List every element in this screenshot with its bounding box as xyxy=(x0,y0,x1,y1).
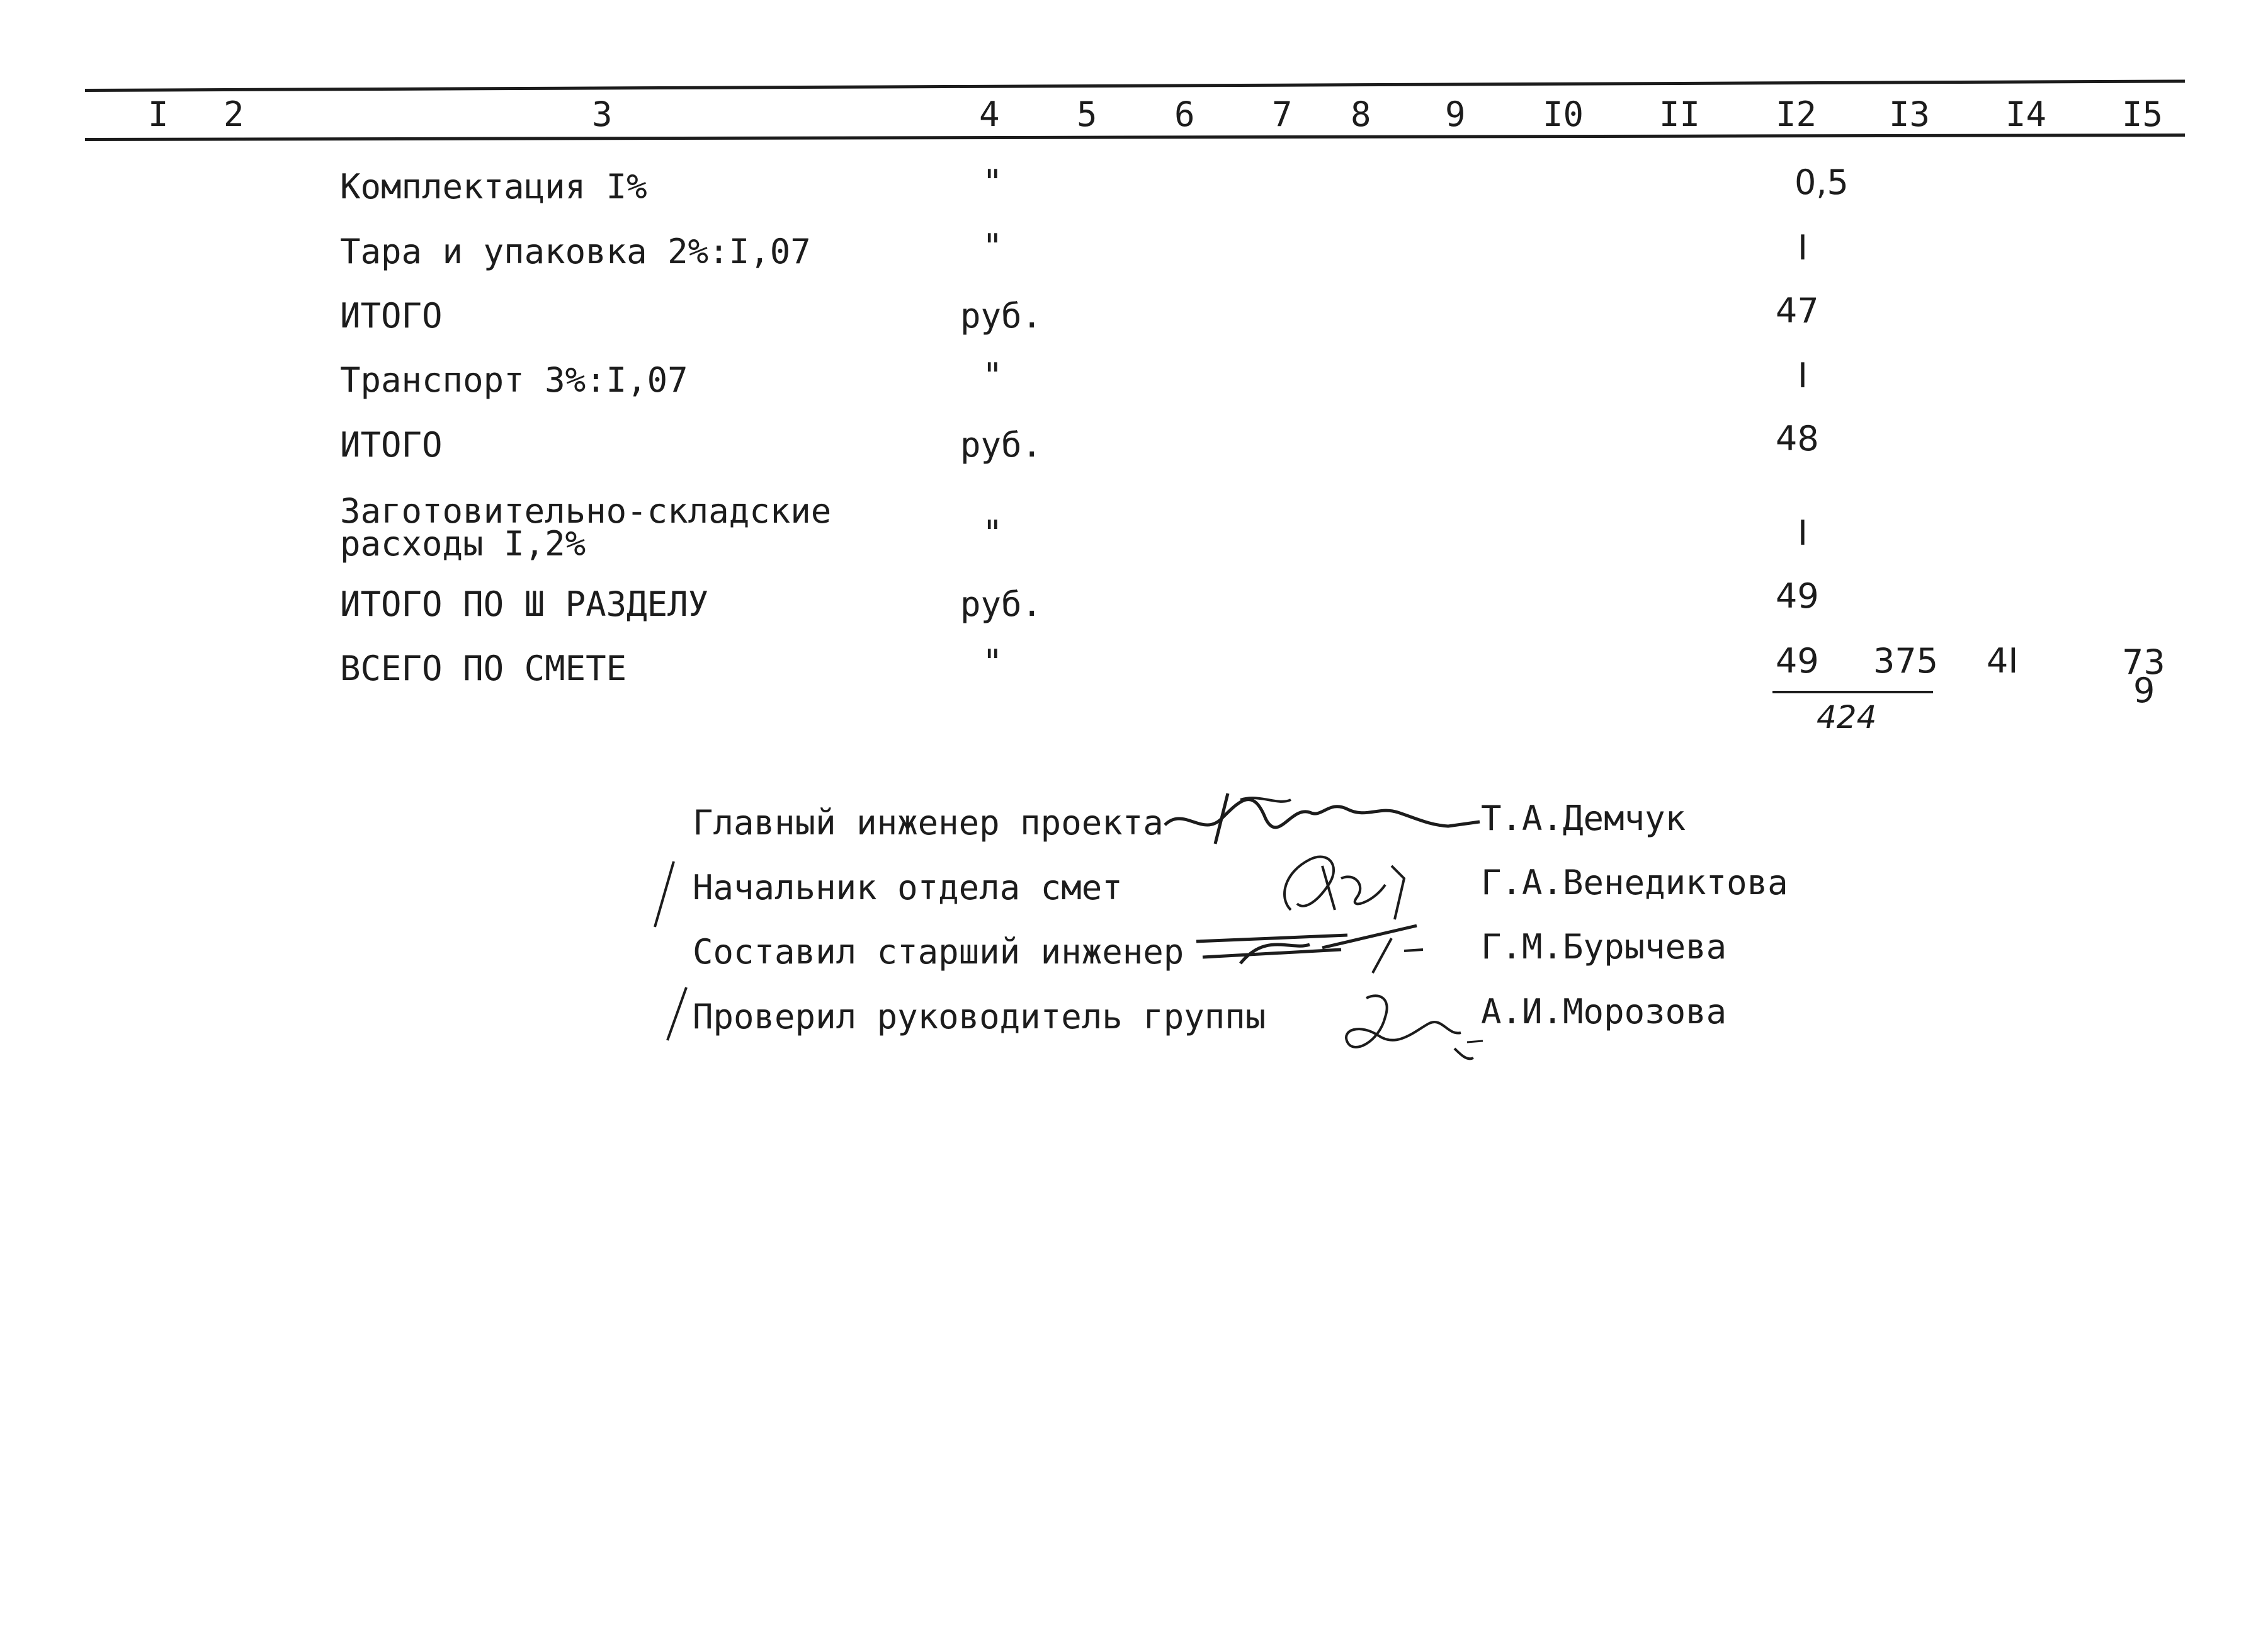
signature-scribble xyxy=(1335,979,1486,1074)
row-unit: " xyxy=(982,227,1003,266)
row-description: Комплектация I% xyxy=(340,167,647,207)
column-number: 2 xyxy=(224,94,244,134)
signature-name: А.И.Морозова xyxy=(1481,992,1727,1031)
column-number: 8 xyxy=(1351,94,1371,134)
row-value-col12: 49 xyxy=(1776,576,1819,616)
column-number: I0 xyxy=(1543,94,1584,134)
row-unit: " xyxy=(982,356,1003,395)
row-value-col12: 0,5 xyxy=(1795,162,1849,202)
slash-mark xyxy=(649,856,680,932)
row-value-col15-line2: 9 xyxy=(2133,671,2155,710)
row-value-col12: I xyxy=(1798,356,1808,395)
column-number: II xyxy=(1659,94,1701,134)
row-value-col12: I xyxy=(1798,513,1808,553)
column-number: I2 xyxy=(1776,94,1817,134)
row-description: ИТОГО ПО Ш РАЗДЕЛУ xyxy=(340,584,709,624)
column-number: 6 xyxy=(1174,94,1195,134)
signature-scribble xyxy=(1184,913,1448,982)
signature-name: Г.А.Венедиктова xyxy=(1481,863,1788,902)
column-number: I3 xyxy=(1889,94,1931,134)
row-unit: " xyxy=(982,642,1003,682)
row-unit: " xyxy=(982,513,1003,553)
row-description-line2: расходы I,2% xyxy=(340,524,586,564)
row-description: Транспорт 3%:I,07 xyxy=(340,360,688,400)
header-bottom-rule xyxy=(85,133,2185,141)
signature-name: Г.М.Бурычева xyxy=(1481,927,1727,967)
row-value-col15-line1: 73 xyxy=(2122,642,2165,682)
row-description: ИТОГО xyxy=(340,296,443,336)
row-unit: " xyxy=(982,162,1003,202)
row-value-col12: 47 xyxy=(1776,291,1819,331)
column-number: I4 xyxy=(2005,94,2047,134)
handwritten-total: 424 xyxy=(1817,699,1877,736)
row-value-col12: 48 xyxy=(1776,419,1819,458)
row-value-col12: I xyxy=(1798,228,1808,268)
column-number: 9 xyxy=(1445,94,1466,134)
signature-role: Проверил руководитель группы xyxy=(693,997,1266,1037)
signature-role: Составил старший инженер xyxy=(693,932,1184,972)
row-unit: руб. xyxy=(960,425,1043,465)
row-unit: руб. xyxy=(960,296,1043,336)
column-number: 7 xyxy=(1272,94,1293,134)
row-description: ВСЕГО ПО СМЕТЕ xyxy=(340,649,627,688)
signature-name: Т.А.Демчук xyxy=(1481,798,1686,838)
row-description: ИТОГО xyxy=(340,425,443,465)
sum-underline xyxy=(1772,691,1933,693)
row-description-line1: Заготовительно-складские xyxy=(340,491,832,531)
row-value-col12: 49 xyxy=(1776,641,1819,681)
column-number: I xyxy=(148,94,169,134)
slash-mark xyxy=(661,982,693,1045)
column-number: I5 xyxy=(2122,94,2163,134)
signature-role: Начальник отдела смет xyxy=(693,868,1123,907)
row-value-col13: 375 xyxy=(1873,641,1939,681)
row-value-col14: 4I xyxy=(1987,641,2019,681)
row-unit: руб. xyxy=(960,584,1043,624)
row-description: Тара и упаковка 2%:I,07 xyxy=(340,232,811,271)
column-number: 4 xyxy=(979,94,1000,134)
header-top-rule xyxy=(85,79,2185,92)
column-number: 5 xyxy=(1077,94,1097,134)
column-number: 3 xyxy=(592,94,613,134)
signature-role: Главный инженер проекта xyxy=(693,803,1164,843)
